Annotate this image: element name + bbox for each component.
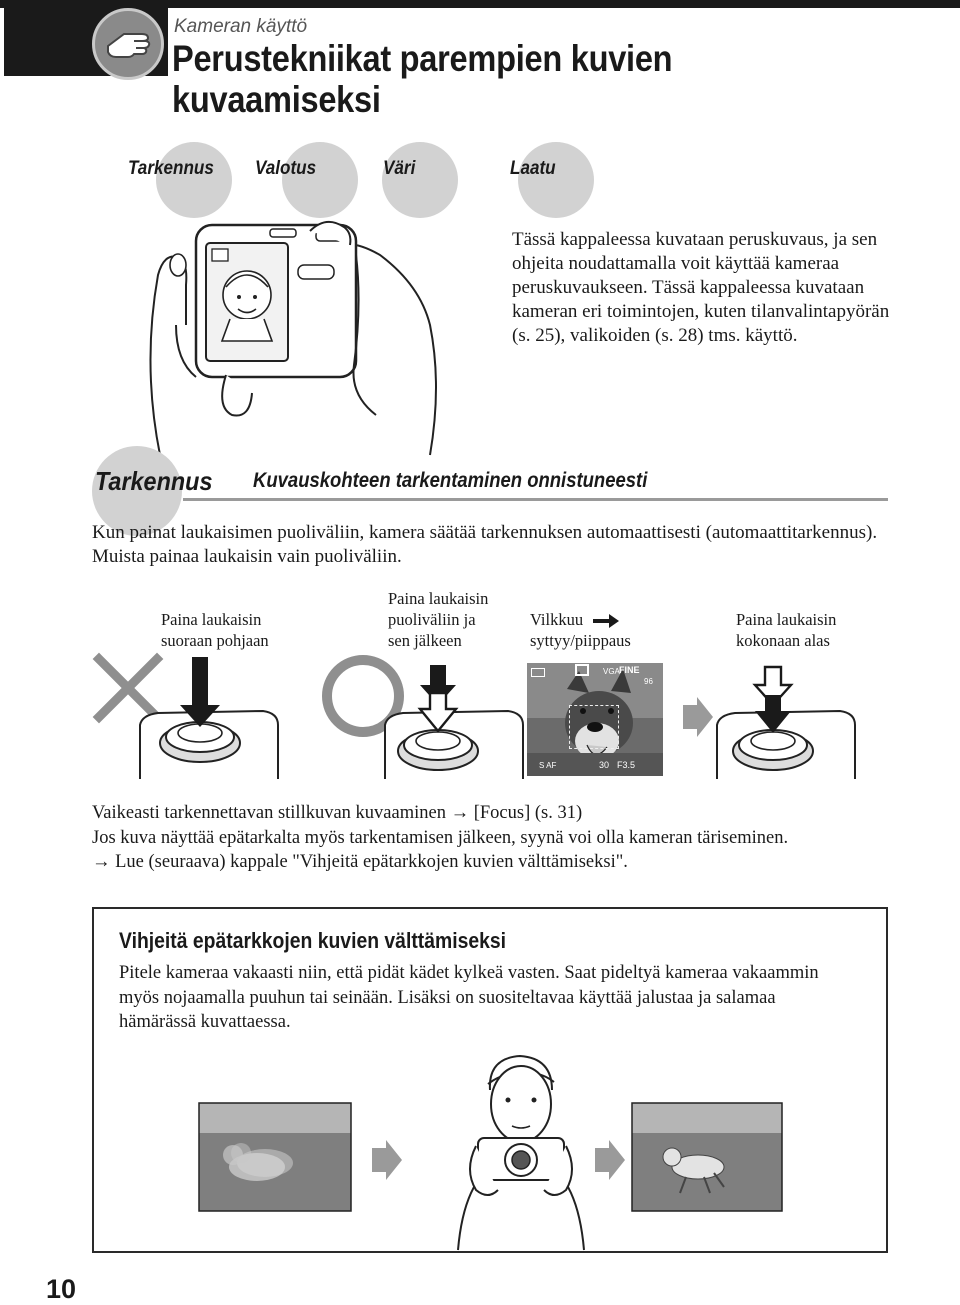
note-see-next: → Lue (seuraava) kappale "Vihjeitä epätarkkojen kuvien välttämiseksi". (92, 852, 628, 872)
af-frame-indicator (575, 664, 589, 676)
lcd-shot-count: 96 (644, 677, 653, 686)
lcd-aperture: F3.5 (617, 760, 636, 770)
note-difficult-focus: Vaikeasti tarkennettavan stillkuvan kuvaaminen → [Focus] (s. 31) (92, 803, 583, 823)
step-caption-half-press: Paina laukaisin puoliväliin ja sen jälkeen (388, 589, 489, 650)
lcd-image-size: VGA (603, 667, 620, 676)
section-subtitle: Kuvauskohteen tarkentaminen onnistuneesti (253, 469, 648, 492)
topic-circle-color (382, 142, 458, 218)
shutter-button-full-press (138, 655, 283, 780)
section-title: Tarkennus (95, 466, 213, 496)
step-caption-full-press: Paina laukaisin kokonaan alas (736, 610, 837, 650)
topic-focus: Tarkennus (128, 158, 214, 179)
focus-notes (92, 801, 892, 875)
person-holding-camera-illustration (448, 1050, 596, 1250)
lcd-quality: FINE (619, 665, 640, 675)
page-title-line-2: kuvaamiseksi (172, 79, 381, 120)
af-range-finder-frame (569, 705, 619, 749)
step-caption-wrong: Paina laukaisin suoraan pohjaan (161, 610, 269, 650)
note-blur: Jos kuva näyttää epätarkalta myös tarkentamisen jälkeen, syynä voi olla kameran täriseminen. (92, 827, 789, 848)
arrow-right-icon (593, 614, 619, 628)
blurry-dog-photo (199, 1103, 351, 1211)
battery-icon (531, 668, 545, 677)
section-label: Kameran käyttö (174, 16, 308, 37)
tips-title: Vihjeitä epätarkkojen kuvien välttämiseksi (119, 928, 507, 953)
lcd-shutter-speed: 30 (599, 760, 610, 770)
arrow-right-icon: → (450, 803, 470, 823)
topic-quality: Laatu (510, 158, 556, 179)
shutter-button-full-after-focus (715, 655, 860, 780)
next-step-arrow-icon (683, 697, 713, 737)
camera-in-hands-illustration (130, 215, 450, 455)
section-rule (183, 498, 888, 501)
page-number: 10 (46, 1274, 77, 1304)
arrow-right-icon: → (92, 852, 111, 872)
tips-body: Pitele kameraa vakaasti niin, että pidät kädet kylkeä vasten. Saat pideltyä kameraa vakaammin myös nojaamalla puuhun tai seinään. Lisäksi on suositeltavaa käyttää jalustaa ja salamaa hämärässä kuvattaessa. (119, 963, 819, 1032)
intro-text: Tässä kappaleessa kuvataan peruskuvaus, ja sen ohjeita noudattamalla voit käyttää kameraa peruskuvaukseen. Tässä kappaleessa kuvataan kameran eri toimintojen, kuten tilanvalintapyörän (s. 25), valikoiden (s. 28) tms. käyttö. (512, 229, 890, 346)
sharp-dog-photo (632, 1103, 782, 1211)
focus-body-text: Kun painat laukaisimen puoliväliin, kamera säätää tarkennuksen automaattisesti (automaattitarkennus). Muista painaa laukaisin vain puoliväliin. (92, 522, 878, 567)
page-title (172, 38, 788, 120)
topic-exposure: Valotus (255, 158, 317, 179)
topic-circle-quality (518, 142, 594, 218)
next-arrow-icon-2 (595, 1140, 625, 1180)
lcd-af-mode: S AF (539, 761, 557, 770)
lcd-preview (527, 663, 663, 776)
step-caption-blink: Vilkkuu syttyy/piippaus (530, 610, 631, 650)
topic-color: Väri (383, 158, 416, 179)
topic-circle-exposure (282, 142, 358, 218)
page-title-line-1: Perustekniikat parempien kuvien (172, 38, 673, 79)
next-arrow-icon (372, 1140, 402, 1180)
hand-pointer-icon (92, 8, 164, 80)
shutter-button-half-press (383, 655, 528, 780)
topic-circle-focus (156, 142, 232, 218)
header-top-bar (0, 0, 960, 8)
